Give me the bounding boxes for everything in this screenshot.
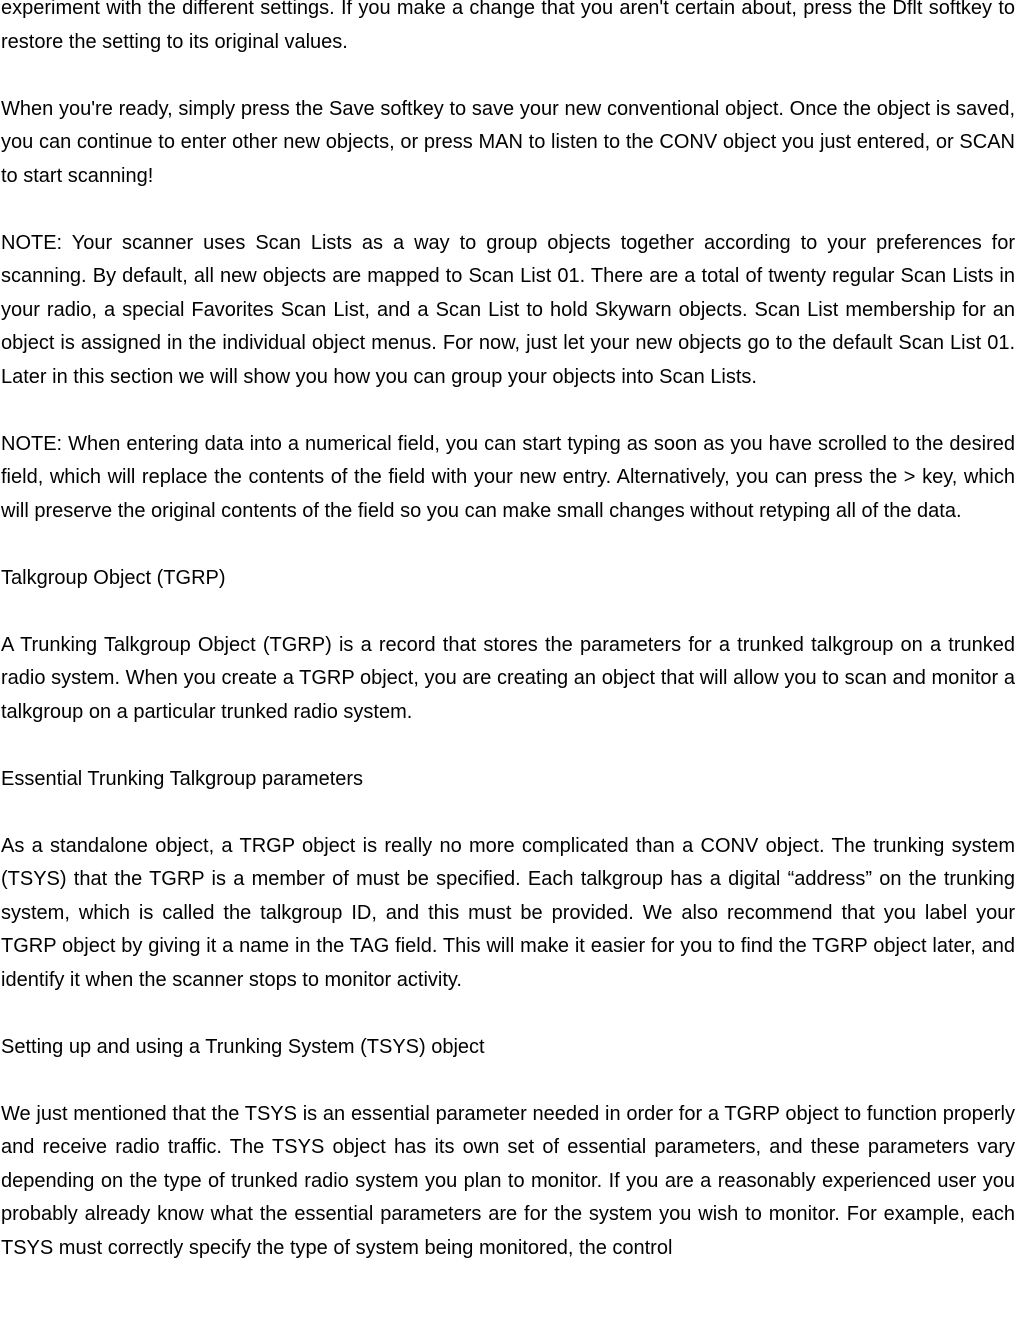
heading-talkgroup-object: Talkgroup Object (TGRP)	[1, 566, 226, 589]
paragraph-tsys-parameters: We just mentioned that the TSYS is an essential parameter needed in order for a TGRP object to function properly and receive radio traffic. The TSYS object has its own set of essential parameters, and these parameters vary depending on the type of trunked radio system you plan to monitor. If you are a reasonably experienced user you probably already know what the essential parameters are for the system you wish to monitor. For example, each TSYS must correctly specify the type of system being monitored, the control	[1, 1102, 1015, 1259]
paragraph-save-softkey: When you're ready, simply press the Save softkey to save your new conventional object. Once the object is saved, you can continue to enter other new objects, or press MAN to listen to the CONV object you just entered, or SCAN to start scanning!	[1, 97, 1015, 187]
heading-tsys-object: Setting up and using a Trunking System (TSYS) object	[1, 1035, 485, 1058]
paragraph-dflt-softkey: experiment with the different settings. If you make a change that you aren't certain about, press the Dflt softkey to restore the setting to its original values.	[1, 0, 1015, 53]
document-page	[1, 0, 1015, 1299]
paragraph-tgrp-description: A Trunking Talkgroup Object (TGRP) is a record that stores the parameters for a trunked talkgroup on a trunked radio system. When you create a TGRP object, you are creating an object that will allow you to scan and monitor a talkgroup on a particular trunked radio system.	[1, 633, 1015, 723]
heading-essential-parameters: Essential Trunking Talkgroup parameters	[1, 767, 364, 790]
paragraph-tgrp-standalone: As a standalone object, a TRGP object is really no more complicated than a CONV object. The trunking system (TSYS) that the TGRP is a member of must be specified. Each talkgroup has a digital “address” on the trunking system, which is called the talkgroup ID, and this must be provided. We also recommend that you label your TGRP object by giving it a name in the TAG field. This will make it easier for you to find the TGRP object later, and identify it when the scanner stops to monitor activity.	[1, 834, 1015, 991]
paragraph-note-scan-lists: NOTE: Your scanner uses Scan Lists as a way to group objects together according to your preferences for scanning. By default, all new objects are mapped to Scan List 01. There are a total of twenty regular Scan Lists in your radio, a special Favorites Scan List, and a Scan List to hold Skywarn objects. Scan List membership for an object is assigned in the individual object menus. For now, just let your new objects go to the default Scan List 01. Later in this section we will show you how you can group your objects into Scan Lists.	[1, 231, 1015, 388]
paragraph-note-numerical-field: NOTE: When entering data into a numerical field, you can start typing as soon as you have scrolled to the desired field, which will replace the contents of the field with your new entry. Alternatively, you can press the > key, which will preserve the original contents of the field so you can make small changes without retyping all of the data.	[1, 432, 1015, 522]
